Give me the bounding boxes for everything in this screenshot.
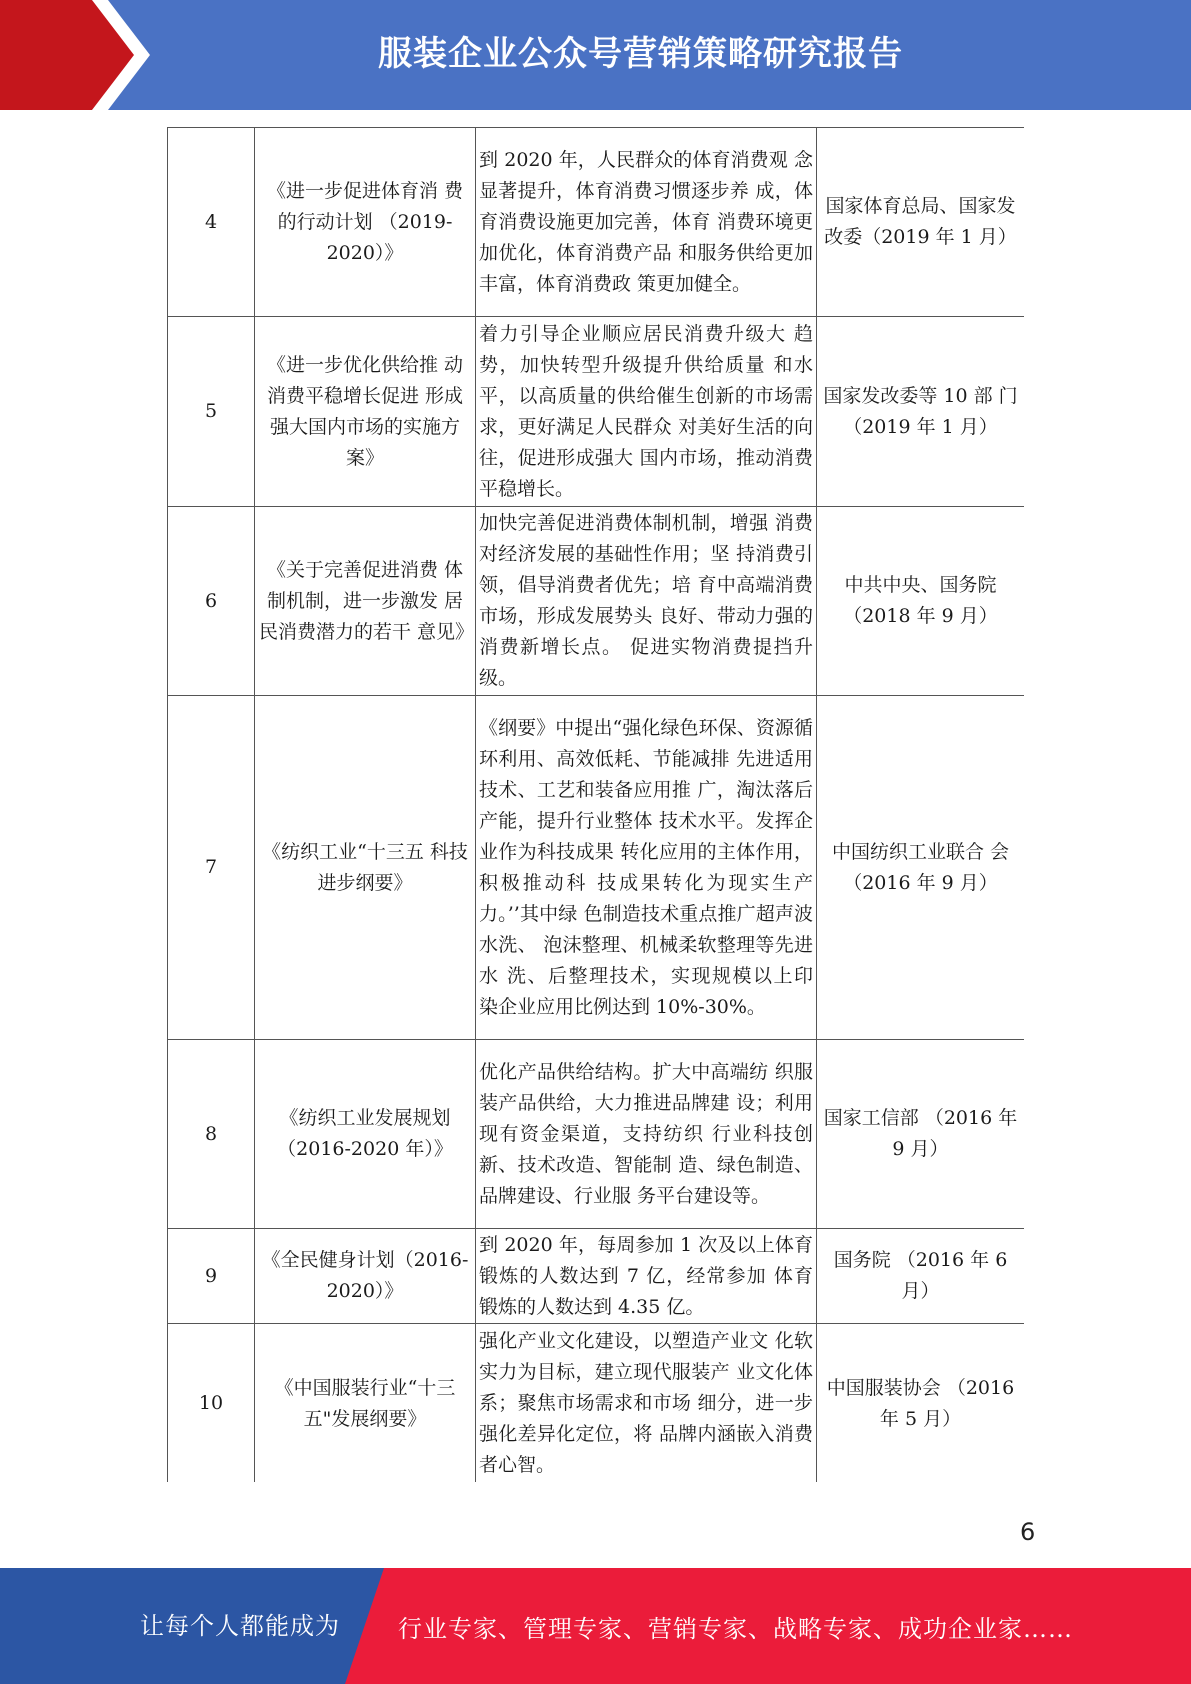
policy-table-container bbox=[167, 127, 1024, 1482]
page-title: 服装企业公众号营销策略研究报告 bbox=[378, 34, 903, 74]
policy-name: 《纺织工业“十三五 科技进步纲要》 bbox=[255, 696, 476, 1040]
policy-source: 中国服装协会 （2016 年 5 月） bbox=[817, 1324, 1025, 1483]
row-number: 4 bbox=[168, 128, 255, 317]
policy-content: 《纲要》中提出“强化绿色环保、资源循环利用、高效低耗、节能减排 先进适用技术、工艺和装备应用推 广，淘汰落后产能，提升行业整体 技术水平。发挥企业作为科技成果 转化应用的主体作用，积极推动科 技成果转化为现实生产力。’’其中绿 色制造技术重点推广超声波水洗、 泡沫整理、机械柔软整理等先进水 洗、后整理技术，实现规模以上印 染企业应用比例达到 10%-30%。 bbox=[476, 696, 817, 1040]
footer-slogan-right: 行业专家、管理专家、营销专家、战略专家、成功企业家…… bbox=[398, 1615, 1073, 1643]
policy-name: 《进一步优化供给推 动消费平稳增长促进 形成强大国内市场的实施方案》 bbox=[255, 317, 476, 507]
row-number: 9 bbox=[168, 1229, 255, 1324]
footer-band bbox=[0, 1568, 1191, 1684]
table-row bbox=[168, 317, 1025, 507]
table-row bbox=[168, 1229, 1025, 1324]
row-number: 8 bbox=[168, 1040, 255, 1229]
policy-name: 《纺织工业发展规划（2016-2020 年）》 bbox=[255, 1040, 476, 1229]
policy-content: 到 2020 年，每周参加 1 次及以上体育锻炼的人数达到 7 亿，经常参加 体育锻炼的人数达到 4.35 亿。 bbox=[476, 1229, 817, 1324]
table-row bbox=[168, 1040, 1025, 1229]
header-band bbox=[0, 0, 1191, 110]
policy-source: 国务院 （2016 年 6 月） bbox=[817, 1229, 1025, 1324]
policy-source: 中国纺织工业联合 会（2016 年 9 月） bbox=[817, 696, 1025, 1040]
policy-source: 国家发改委等 10 部 门（2019 年 1 月） bbox=[817, 317, 1025, 507]
row-number: 10 bbox=[168, 1324, 255, 1483]
policy-name: 《进一步促进体育消 费的行动计划 （2019-2020）》 bbox=[255, 128, 476, 317]
row-number: 5 bbox=[168, 317, 255, 507]
table-row bbox=[168, 696, 1025, 1040]
policy-source: 国家体育总局、国家发改委（2019 年 1 月） bbox=[817, 128, 1025, 317]
policy-source: 国家工信部 （2016 年 9 月） bbox=[817, 1040, 1025, 1229]
policy-name: 《中国服装行业“十三 五"发展纲要》 bbox=[255, 1324, 476, 1483]
policy-content: 到 2020 年，人民群众的体育消费观 念显著提升，体育消费习惯逐步养 成，体育消费设施更加完善，体育 消费环境更加优化，体育消费产品 和服务供给更加丰富，体育消费政 策更加健全。 bbox=[476, 128, 817, 317]
policy-name: 《关于完善促进消费 体制机制，进一步激发 居民消费潜力的若干 意见》 bbox=[255, 507, 476, 696]
table-row bbox=[168, 507, 1025, 696]
policy-table bbox=[167, 127, 1024, 1482]
table-row bbox=[168, 128, 1025, 317]
row-number: 7 bbox=[168, 696, 255, 1040]
footer-slogan-left: 让每个人都能成为 bbox=[140, 1612, 340, 1640]
policy-source: 中共中央、国务院（2018 年 9 月） bbox=[817, 507, 1025, 696]
policy-name: 《全民健身计划（2016-2020）》 bbox=[255, 1229, 476, 1324]
policy-content: 优化产品供给结构。扩大中高端纺 织服装产品供给，大力推进品牌建 设；利用现有资金渠道，支持纺织 行业科技创新、技术改造、智能制 造、绿色制造、品牌建设、行业服 务平台建设等。 bbox=[476, 1040, 817, 1229]
table-row bbox=[168, 1324, 1025, 1483]
policy-content: 加快完善促进消费体制机制，增强 消费对经济发展的基础性作用；坚 持消费引领，倡导消费者优先；培 育中高端消费市场，形成发展势头 良好、带动力强的消费新增长点。 促进实物消费提挡升级。 bbox=[476, 507, 817, 696]
policy-content: 强化产业文化建设，以塑造产业文 化软实力为目标，建立现代服装产 业文化体系；聚焦市场需求和市场 细分，进一步强化差异化定位，将 品牌内涵嵌入消费者心智。 bbox=[476, 1324, 817, 1483]
policy-content: 着力引导企业顺应居民消费升级大 趋势，加快转型升级提升供给质量 和水平，以高质量的供给催生创新的市场需求，更好满足人民群众 对美好生活的向往，促进形成强大 国内市场，推动消费平稳增长。 bbox=[476, 317, 817, 507]
page-number: 6 bbox=[1020, 1518, 1036, 1546]
row-number: 6 bbox=[168, 507, 255, 696]
